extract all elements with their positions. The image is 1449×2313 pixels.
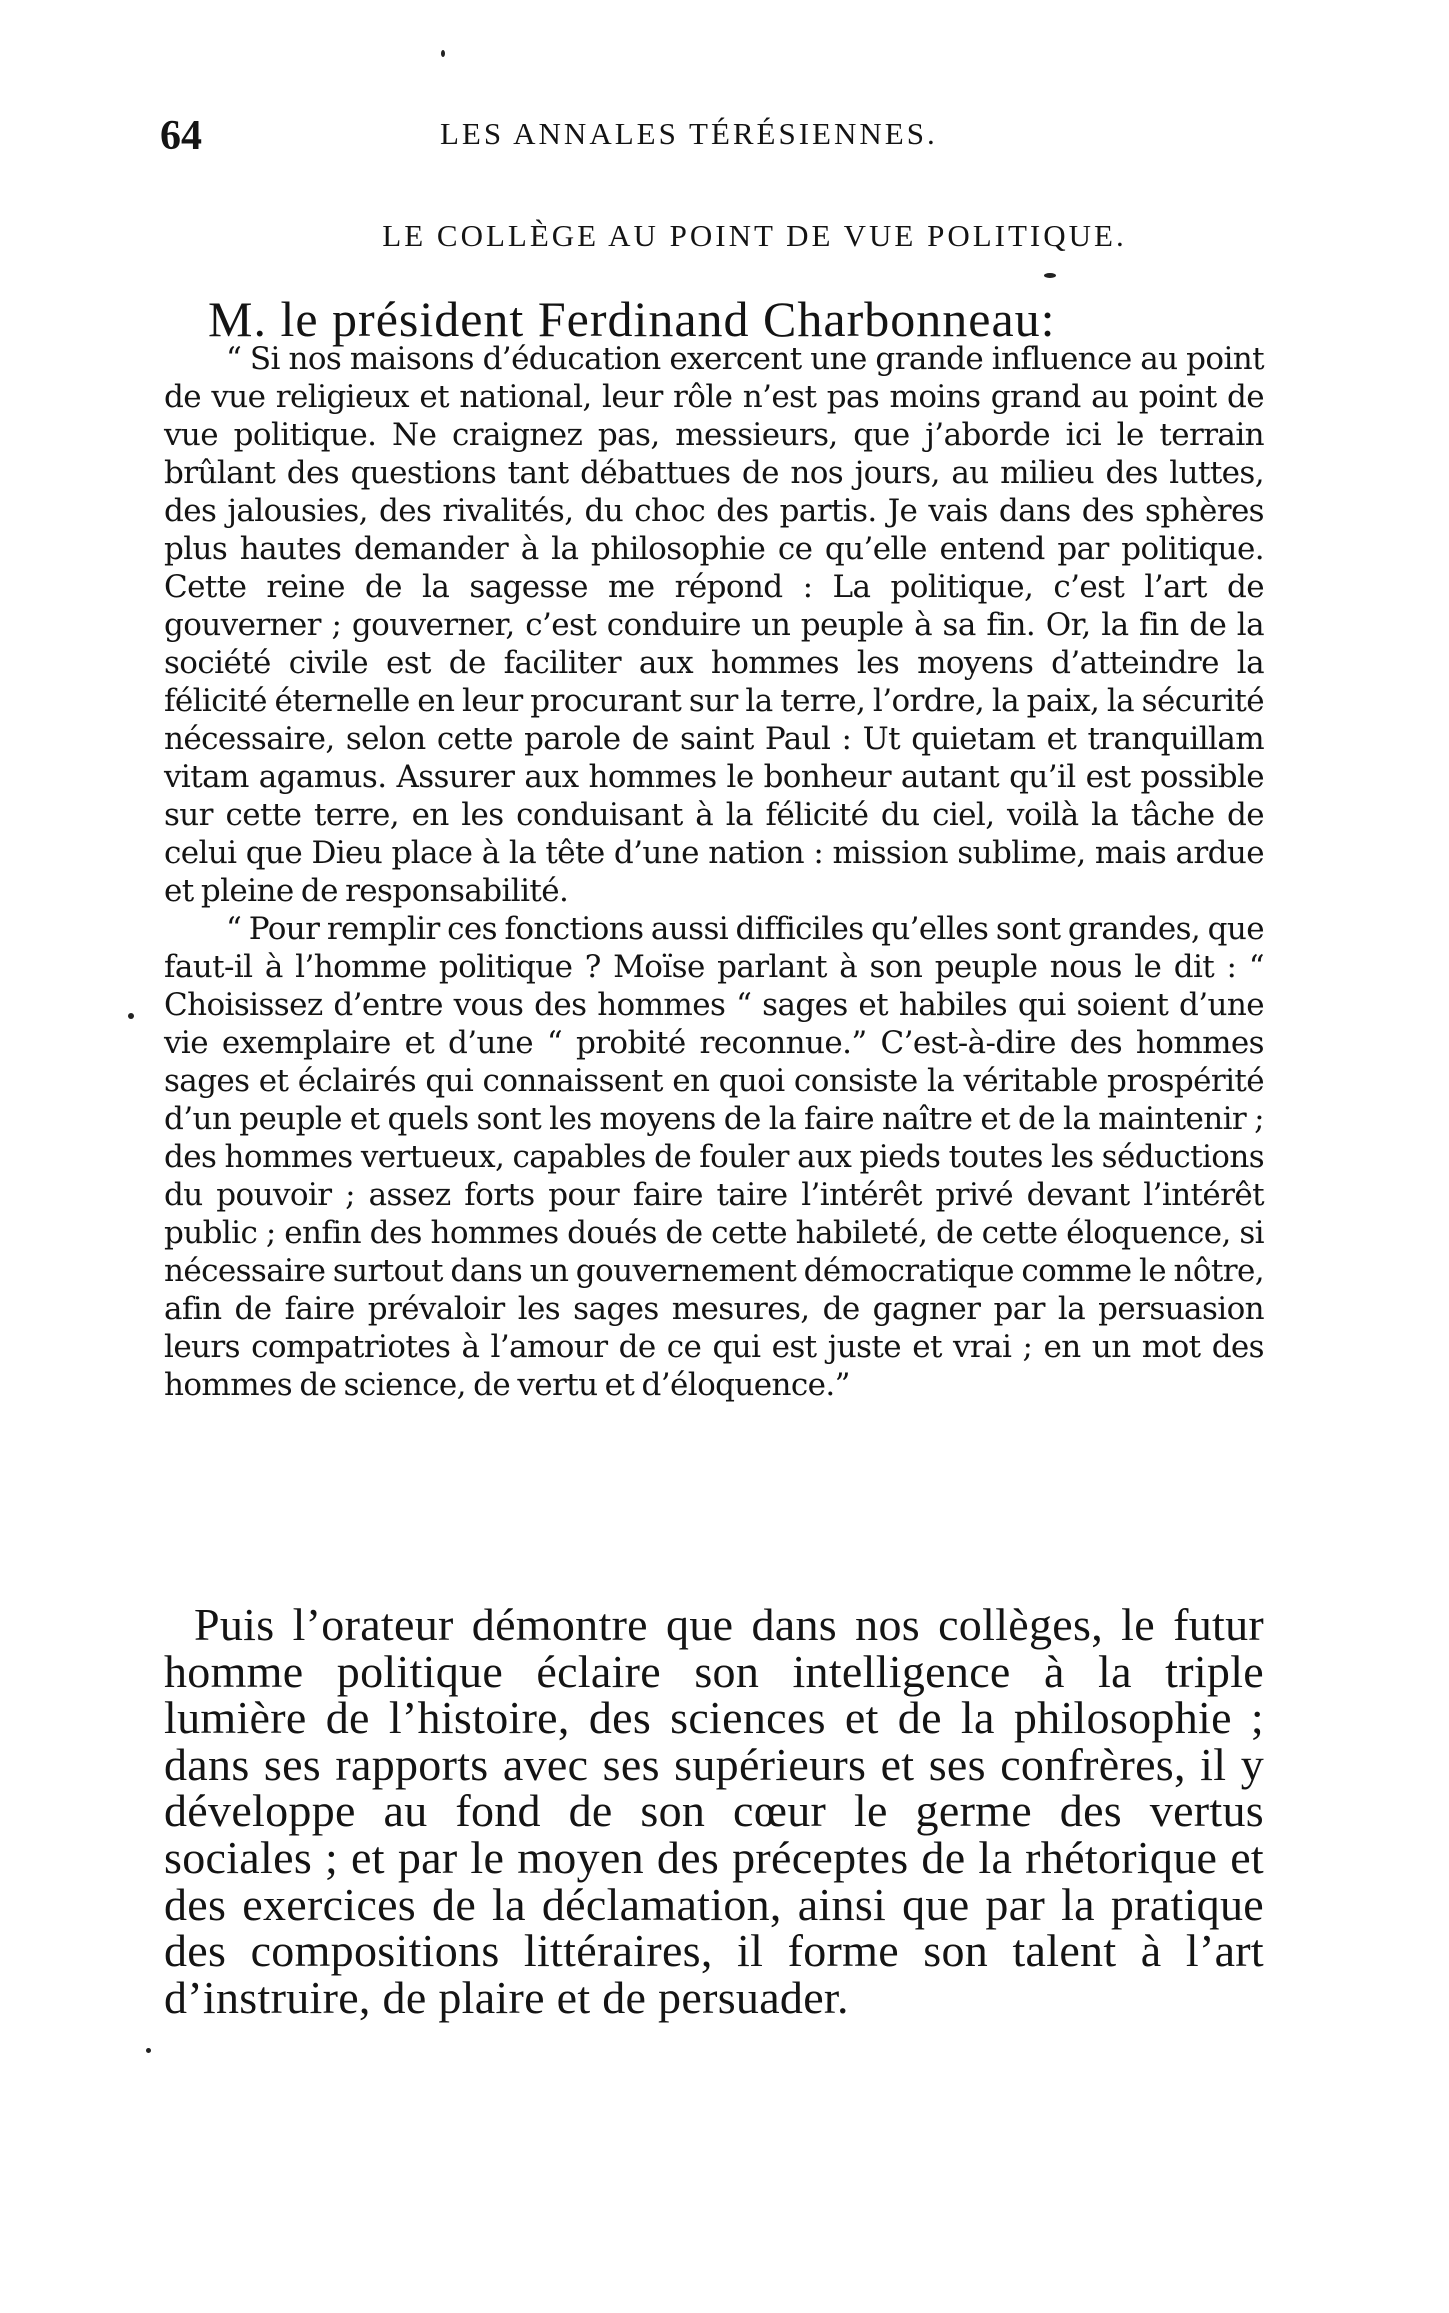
ink-speck (441, 50, 445, 57)
quote-paragraph-1: “ Si nos maisons d’éducation exercent une grande influence au point de vue religieux et national, leur rôle n’est pas moins grand au point de vue politique. Ne craignez pas, messieurs, que j’aborde ici le terrain brûlant des questions tant débattues de nos jours, au milieu des luttes, des jalousies, des rivalités, du choc des partis. Je vais dans des sphères plus hautes demander à la philosophie ce qu’elle entend par politique. Cette reine de la sagesse me répond : La politique, c’est l’art de gouverner ; gouverner, c’est conduire un peuple à sa fin. Or, la fin de la société civile est de faciliter aux hommes les moyens d’atteindre la félicité éternelle en leur procurant sur la terre, l’ordre, la paix, la sécurité nécessaire, selon cette parole de saint Paul : Ut quietam et tranquillam vitam agamus. Assurer aux hommes le bonheur autant qu’il est possible sur cette terre, en les conduisant à la félicité du ciel, voilà la tâche de celui que Dieu place à la tête d’une nation : mission sublime, mais ardue et pleine de responsabilité. (164, 341, 1264, 909)
narration-paragraph (164, 1599, 1264, 2023)
page-number: 64 (160, 113, 202, 159)
running-head (160, 112, 1300, 159)
ink-speck (1044, 273, 1056, 278)
speaker-heading: M. le président Ferdinand Charbonneau: (208, 291, 1056, 347)
section-title: LE COLLÈGE AU POINT DE VUE POLITIQUE. (382, 218, 1127, 253)
running-title: LES ANNALES TÉRÉSIENNES. (440, 116, 938, 151)
quote-paragraph-2: “ Pour remplir ces fonctions aussi difficiles qu’elles sont grandes, que faut-il à l’homme politique ? Moïse parlant à son peuple nous le dit : “ Choisissez d’entre vous des hommes “ sages et habiles qui soient d’une vie exemplaire et d’une “ probité reconnue.” C’est-à-dire des hommes sages et éclairés qui connaissent en quoi consiste la véritable prospérité d’un peuple et quels sont les moyens de la faire naître et de la maintenir ; des hommes vertueux, capables de fouler aux pieds toutes les séductions du pouvoir ; assez forts pour faire taire l’intérêt privé devant l’intérêt public ; enfin des hommes doués de cette habileté, de cette éloquence, si nécessaire surtout dans un gouvernement démocratique comme le nôtre, afin de faire prévaloir les sages mesures, de gagner par la persuasion leurs compatriotes à l’amour de ce qui est juste et vrai ; en un mot des hommes de science, de vertu et d’éloquence.” (164, 911, 1264, 1403)
narration-text: Puis l’orateur démontre que dans nos collèges, le futur homme politique éclaire son intelligence à la triple lumière de l’histoire, des sciences et de la philosophie ; dans ses rapports avec ses supérieurs et ses confrères, il y développe au fond de son cœur le germe des vertus sociales ; et par le moyen des préceptes de la rhétorique et des exercices de la déclamation, ainsi que par la pratique des compositions littéraires, il forme son talent à l’art d’instruire, de plaire et de persuader. (164, 1599, 1264, 2023)
speech-quotation (164, 340, 1264, 1404)
ink-speck (146, 2048, 151, 2053)
ink-speck (128, 1013, 134, 1019)
